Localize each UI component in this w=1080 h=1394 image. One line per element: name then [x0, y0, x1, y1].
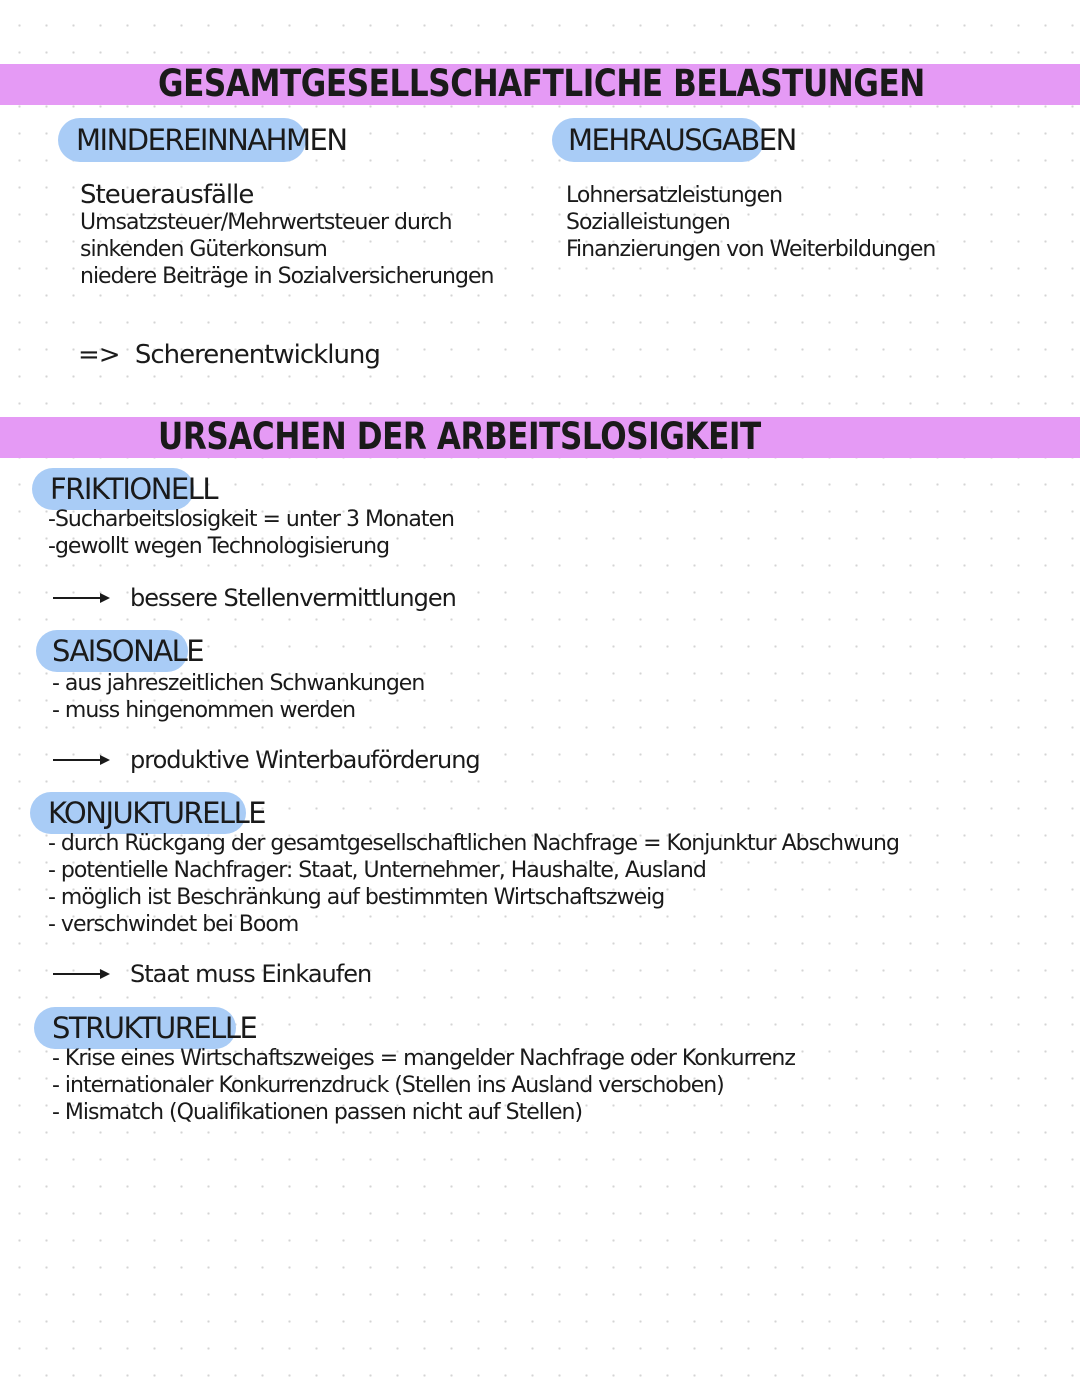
mindereinnahmen-list: [80, 182, 493, 290]
list-item: - durch Rückgang der gesamtgesellschaftlichen Nachfrage = Konjunktur Abschwung: [48, 831, 899, 856]
measure-friktionell: [52, 584, 456, 612]
list-item: Finanzierungen von Weiterbildungen: [566, 237, 936, 262]
implies-symbol: =>: [78, 340, 120, 370]
list-item: Sozialleistungen: [566, 210, 730, 235]
label-friktionell: FRIKTIONELL: [32, 468, 194, 510]
list-item: niedere Beiträge in Sozialversicherungen: [80, 264, 494, 289]
arrow-right-icon: [52, 591, 112, 605]
measure-text: bessere Stellenvermittlungen: [130, 584, 456, 612]
list-item: Steuerausfälle: [80, 180, 254, 210]
section-title-ursachen: URSACHEN DER ARBEITSLOSIGKEIT: [158, 415, 761, 458]
measure-konjukturelle: [52, 960, 371, 988]
label-mehrausgaben: MEHRAUSGABEN: [552, 118, 764, 162]
conclusion-scherenentwicklung: [78, 340, 380, 370]
list-item: - möglich ist Beschränkung auf bestimmten Wirtschaftszweig: [48, 885, 665, 910]
list-item: -gewollt wegen Technologisierung: [48, 534, 390, 559]
conclusion-text: Scherenentwicklung: [134, 340, 380, 370]
friktionell-list: [48, 506, 454, 560]
measure-saisonale: [52, 746, 480, 774]
label-saisonale: SAISONALE: [36, 630, 188, 672]
list-item: - aus jahreszeitlichen Schwankungen: [52, 671, 425, 696]
label-mindereinnahmen: MINDEREINNAHMEN: [58, 118, 306, 162]
label-strukturelle: STRUKTURELLE: [34, 1007, 236, 1049]
list-item: - verschwindet bei Boom: [48, 912, 299, 937]
measure-text: Staat muss Einkaufen: [130, 960, 372, 988]
strukturelle-list: [52, 1045, 795, 1126]
measure-text: produktive Winterbauförderung: [130, 746, 480, 774]
list-item: - muss hingenommen werden: [52, 698, 356, 723]
list-item: - potentielle Nachfrager: Staat, Unternehmer, Haushalte, Ausland: [48, 858, 706, 883]
list-item: Umsatzsteuer/Mehrwertsteuer durch: [80, 210, 452, 235]
list-item: - Mismatch (Qualifikationen passen nicht auf Stellen): [52, 1100, 583, 1125]
section-title-belastungen: GESAMTGESELLSCHAFTLICHE BELASTUNGEN: [158, 62, 925, 105]
list-item: sinkenden Güterkonsum: [80, 237, 327, 262]
list-item: - internationaler Konkurrenzdruck (Stellen ins Ausland verschoben): [52, 1073, 724, 1098]
label-konjukturelle: KONJUKTURELLE: [30, 792, 246, 834]
konjukturelle-list: [48, 830, 899, 938]
arrow-right-icon: [52, 967, 112, 981]
list-item: -Sucharbeitslosigkeit = unter 3 Monaten: [48, 507, 454, 532]
saisonale-list: [52, 670, 424, 724]
mehrausgaben-list: [566, 182, 935, 263]
list-item: Lohnersatzleistungen: [566, 183, 783, 208]
arrow-right-icon: [52, 753, 112, 767]
list-item: - Krise eines Wirtschaftszweiges = mangelder Nachfrage oder Konkurrenz: [52, 1046, 795, 1071]
